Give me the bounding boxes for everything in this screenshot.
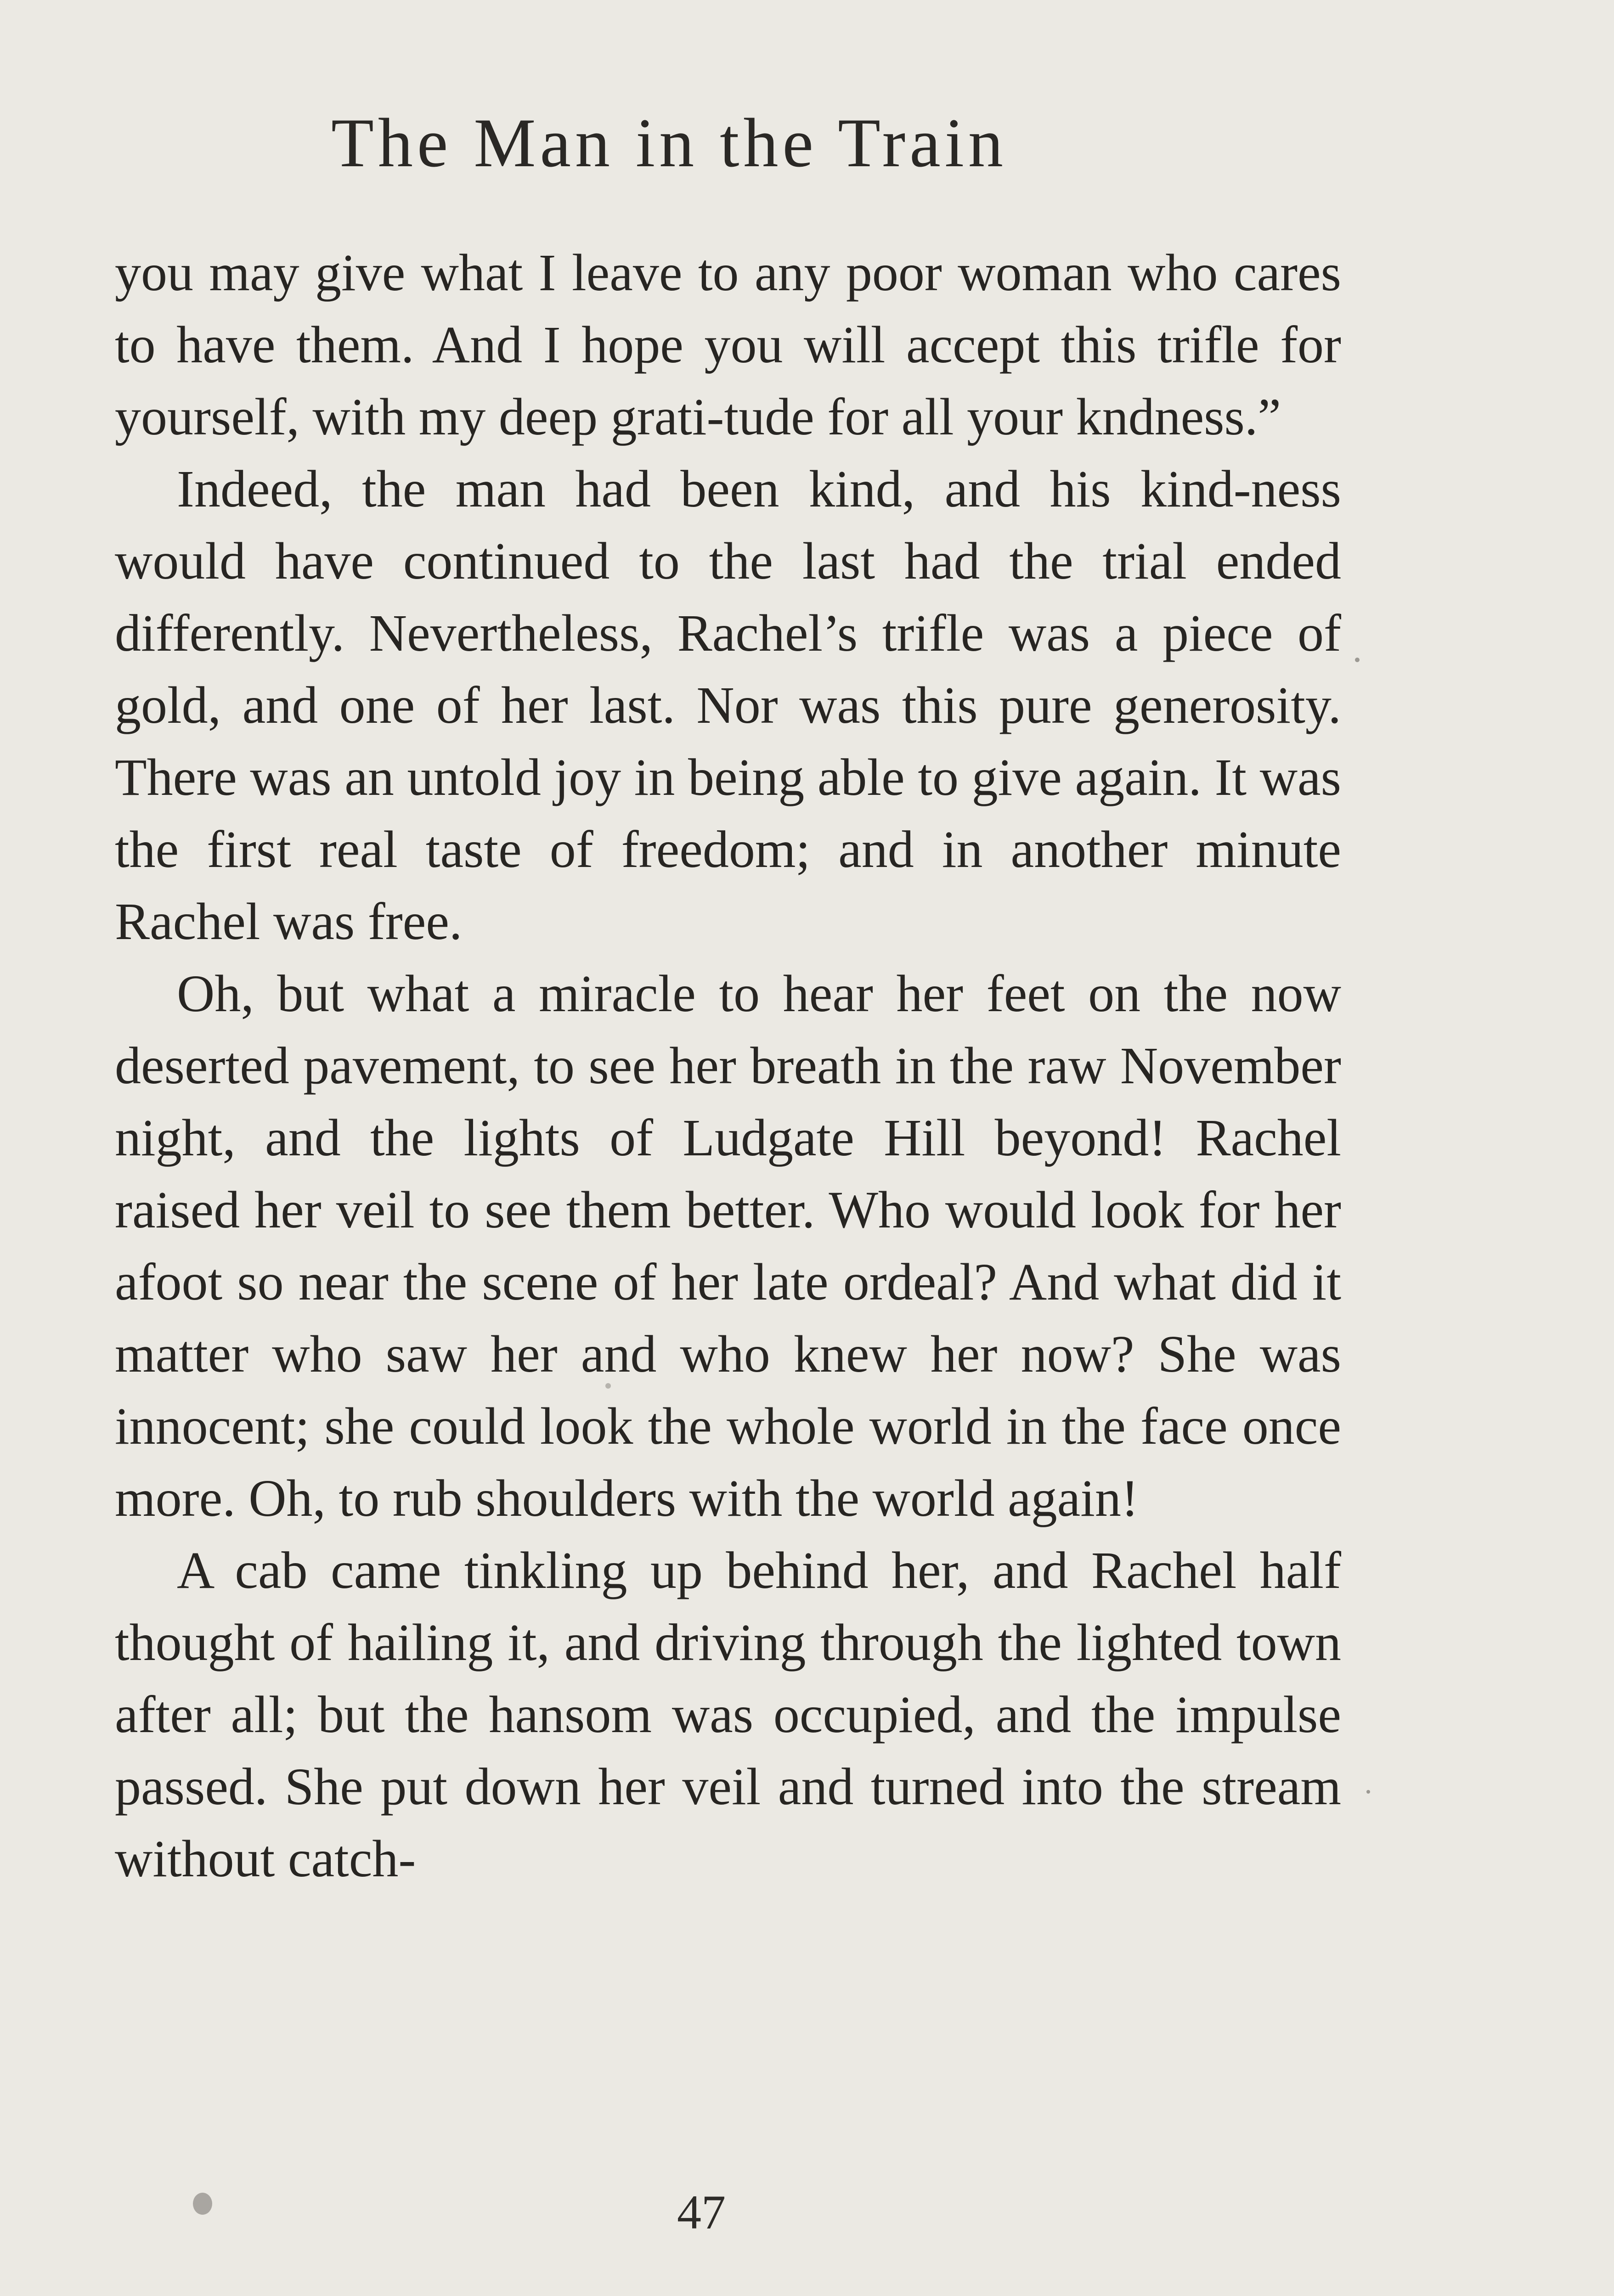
paragraph-2: Indeed, the man had been kind, and his kind-ness would have continued to the last had the trial ended differently. Nevertheless, Rachel’s trifle was a piece of gold, and one of her last. Nor was this pure generosity. There was an untold joy in being able to give again. It was the first real taste of freedom; and in another minute Rachel was free.: [115, 460, 1341, 951]
page-number: 47: [677, 2185, 726, 2239]
paper-speck: [605, 1383, 611, 1389]
paragraph-1: you may give what I leave to any poor woman who cares to have them. And I hope you will accept this trifle for yourself, with my deep grati-tude for all your kndness.”: [115, 243, 1341, 446]
paper-speck: [1366, 1790, 1370, 1794]
paragraph-3: Oh, but what a miracle to hear her feet on the now deserted pavement, to see her breath in the raw November night, and the lights of Ludgate Hill beyond! Rachel raised her veil to see them better. Who would look for her afoot so near the scene of her late ordeal? And what did it matter who saw her and who knew her now? She was innocent; she could look the whole world in the face once more. Oh, to rub shoulders with the world again!: [115, 964, 1341, 1527]
paper-speck: [1355, 658, 1360, 662]
running-head: The Man in the Train: [331, 104, 1007, 181]
paragraph-4: A cab came tinkling up behind her, and Rachel half thought of hailing it, and driving through the lighted town after all; but the hansom was occupied, and the impulse passed. She put down her veil and turned into the stream without catch-: [115, 1541, 1341, 1888]
body-text: [115, 236, 1341, 1895]
paper-speck: [193, 2193, 212, 2215]
